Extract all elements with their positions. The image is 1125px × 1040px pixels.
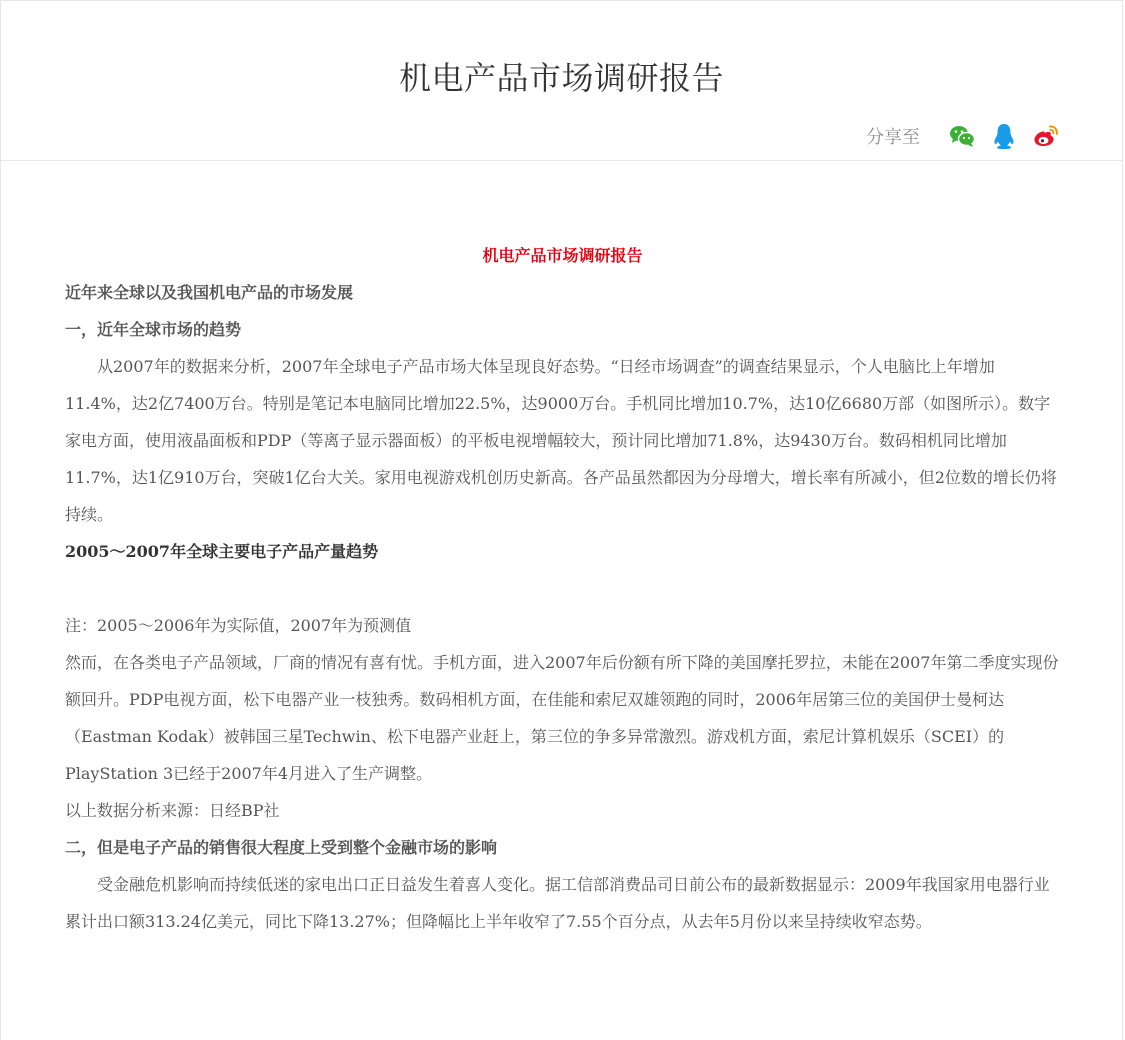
article-body [65, 237, 1060, 940]
article-header [1, 1, 1122, 161]
chart-caption: 2005～2007年全球主要电子产品产量趋势 [65, 542, 379, 561]
article-heading: 机电产品市场调研报告 [482, 246, 643, 265]
article-subheading: 近年来全球以及我国机电产品的市场发展 [65, 283, 354, 302]
wechat-icon[interactable] [948, 122, 976, 150]
note-text: 注：2005～2006年为实际值，2007年为预测值 [65, 616, 412, 635]
paragraph: 受金融危机影响而持续低迷的家电出口正日益发生着喜人变化。据工信部消费品司日前公布的最新数据显示：2009年我国家用电器行业累计出口额313.24亿美元，同比下降13.27%；但降幅比上半年收窄了7.55个百分点，从去年5月份以来呈持续收窄态势。 [65, 875, 1050, 931]
source-text: 以上数据分析来源：日经BP社 [65, 801, 280, 820]
page-title: 机电产品市场调研报告 [398, 59, 724, 97]
share-bar [866, 121, 1060, 151]
weibo-icon[interactable] [1032, 122, 1060, 150]
paragraph: 从2007年的数据来分析，2007年全球电子产品市场大体呈现良好态势。“日经市场调查”的调查结果显示，个人电脑比上年增加11.4%，达2亿7400万台。特别是笔记本电脑同比增加22.5%，达9000万台。手机同比增加10.7%，达10亿6680万部（如图所示）。数字家电方面，使用液晶面板和PDP（等离子显示器面板）的平板电视增幅较大，预计同比增加71.8%，达9430万台。数码相机同比增加11.7%，达1亿910万台，突破1亿台大关。家用电视游戏机创历史新高。各产品虽然都因为分母增大，增长率有所减小，但2位数的增长仍将持续。 [65, 357, 1057, 524]
section-title: 二，但是电子产品的销售很大程度上受到整个金融市场的影响 [65, 838, 498, 857]
share-label: 分享至 [866, 127, 920, 148]
qq-icon[interactable] [990, 122, 1018, 150]
paragraph: 然而，在各类电子产品领域，厂商的情况有喜有忧。手机方面，进入2007年后份额有所下降的美国摩托罗拉，未能在2007年第二季度实现份额回升。PDP电视方面，松下电器产业一枝独秀。数码相机方面，在佳能和索尼双雄领跑的同时，2006年居第三位的美国伊士曼柯达（Eastman Kodak）被韩国三星Techwin、松下电器产业赶上，第三位的争多异常激烈。游戏机方面，索尼计算机娱乐（SCEI）的PlayStation 3已经于2007年4月进入了生产调整。 [65, 653, 1059, 783]
image-placeholder [65, 570, 1060, 607]
section-title: 一，近年全球市场的趋势 [65, 320, 242, 339]
